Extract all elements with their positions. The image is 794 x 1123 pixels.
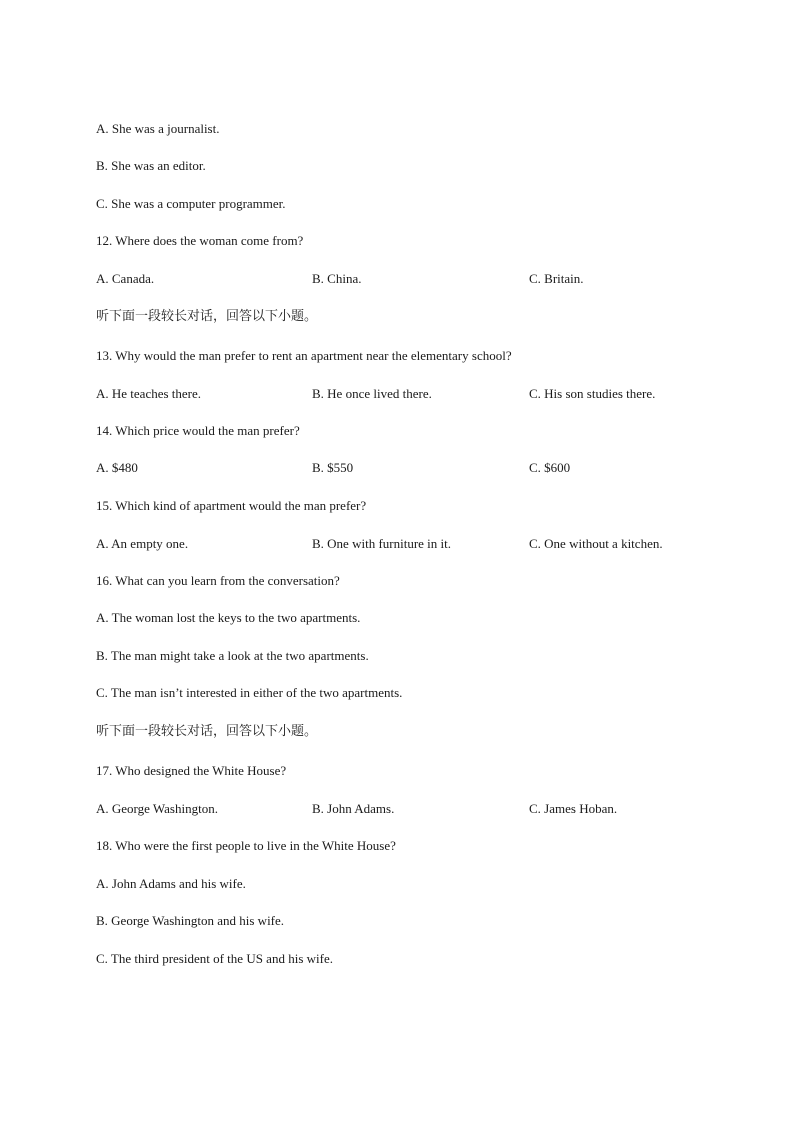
q14-question: 14. Which price would the man prefer? (96, 423, 300, 438)
q18-option-c: C. The third president of the US and his wife. (96, 951, 333, 966)
section-instruction: 听下面一段较长对话，回答以下小题。 (96, 309, 318, 324)
q12-option-c: C. Britain. (529, 271, 584, 286)
q17-option-b: B. John Adams. (312, 801, 395, 816)
q18-question: 18. Who were the first people to live in the White House? (96, 838, 396, 853)
q13-option-c: C. His son studies there. (529, 386, 656, 401)
q12-question: 12. Where does the woman come from? (96, 233, 304, 248)
q16-question: 16. What can you learn from the conversation? (96, 573, 340, 588)
q14-option-b: B. $550 (312, 460, 354, 475)
q18-option-b: B. George Washington and his wife. (96, 913, 285, 928)
q11-option-b: B. She was an editor. (96, 158, 206, 173)
q15-option-b: B. One with furniture in it. (312, 536, 452, 551)
q15-option-c: C. One without a kitchen. (529, 536, 663, 551)
q15-option-a: A. An empty one. (96, 536, 189, 551)
q17-question: 17. Who designed the White House? (96, 763, 287, 778)
q11-option-c: C. She was a computer programmer. (96, 196, 286, 211)
q13-option-a: A. He teaches there. (96, 386, 202, 401)
q14-option-c: C. $600 (529, 460, 571, 475)
q17-option-c: C. James Hoban. (529, 801, 618, 816)
section-instruction: 听下面一段较长对话，回答以下小题。 (96, 724, 318, 739)
q15-question: 15. Which kind of apartment would the man prefer? (96, 498, 367, 513)
q13-question: 13. Why would the man prefer to rent an apartment near the elementary school? (96, 348, 512, 363)
q14-option-a: A. $480 (96, 460, 138, 475)
q18-option-a: A. John Adams and his wife. (96, 876, 246, 891)
q16-option-b: B. The man might take a look at the two apartments. (96, 648, 369, 663)
q16-option-c: C. The man isn’t interested in either of the two apartments. (96, 685, 403, 700)
q16-option-a: A. The woman lost the keys to the two apartments. (96, 610, 361, 625)
q17-option-a: A. George Washington. (96, 801, 218, 816)
q11-option-a: A. She was a journalist. (96, 121, 220, 136)
q13-option-b: B. He once lived there. (312, 386, 432, 401)
q12-option-a: A. Canada. (96, 271, 155, 286)
q12-option-b: B. China. (312, 271, 362, 286)
